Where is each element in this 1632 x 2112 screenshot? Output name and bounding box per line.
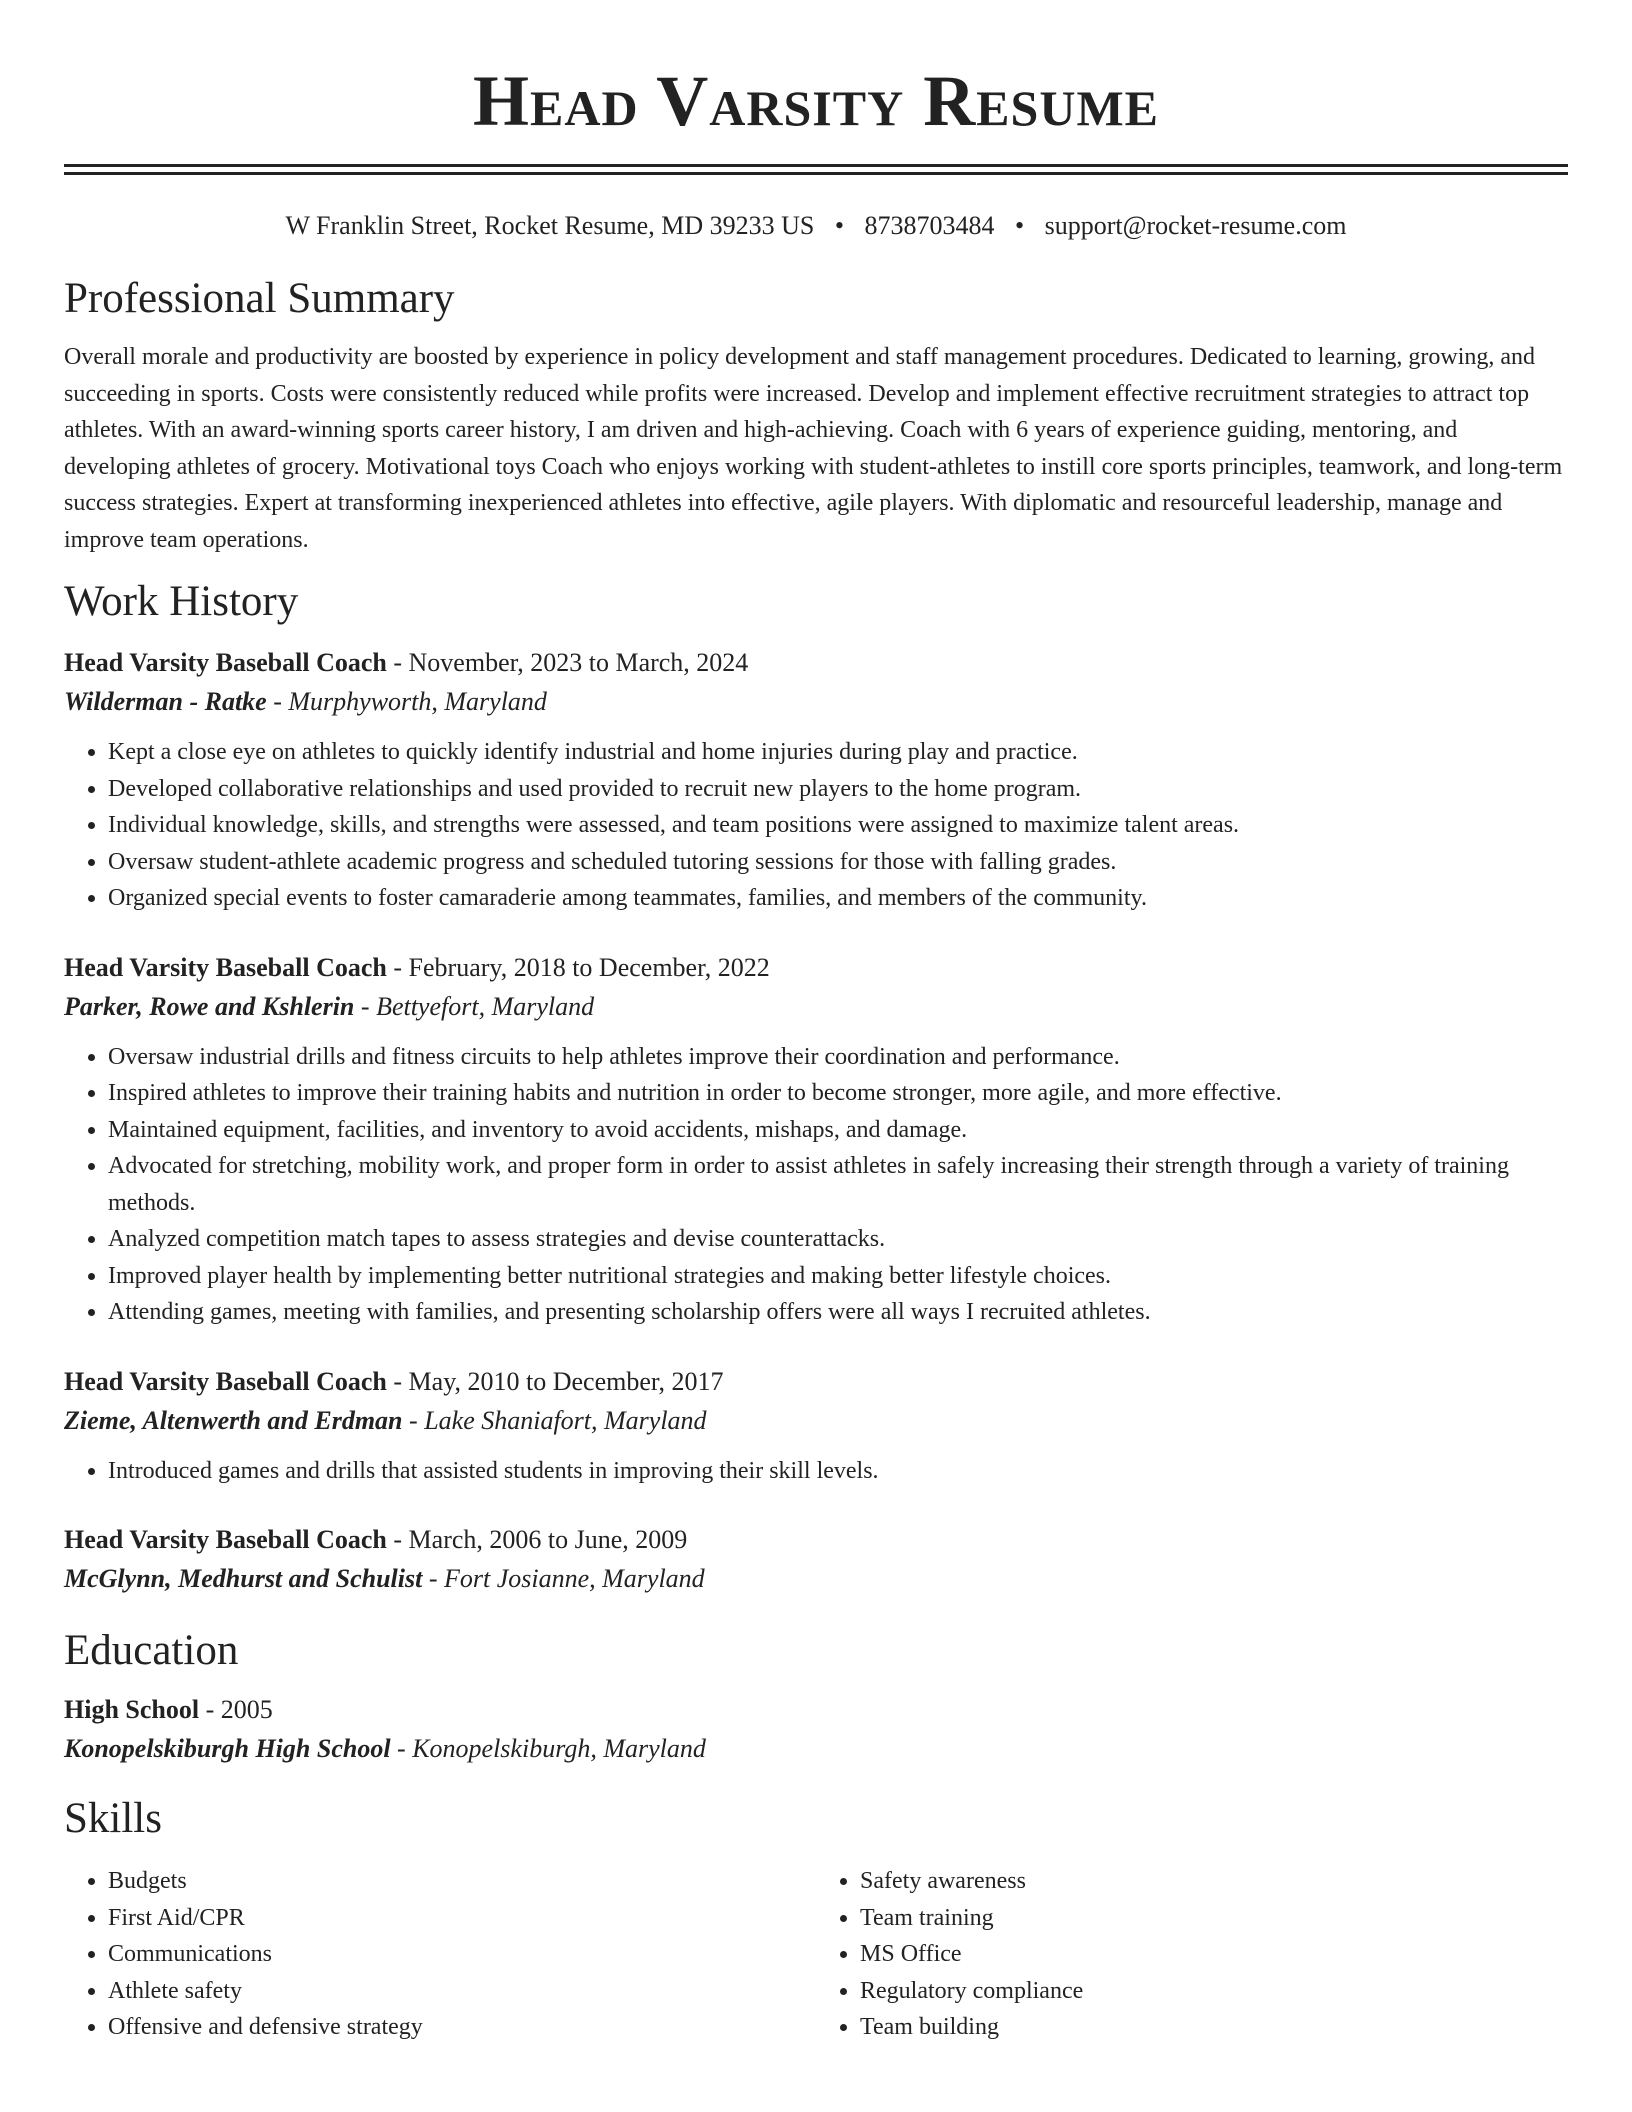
education-degree: High School	[64, 1695, 200, 1724]
job-title: Head Varsity Baseball Coach	[64, 952, 387, 982]
job-company: Zieme, Altenwerth and Erdman	[64, 1405, 403, 1435]
job-bullets	[64, 1039, 1568, 1331]
job-location: - Fort Josianne, Maryland	[422, 1564, 705, 1593]
skill-item: • Safety awareness	[860, 1863, 1568, 1900]
skill-item: • Offensive and defensive strategy	[108, 2009, 816, 2046]
address: W Franklin Street, Rocket Resume, MD 39233 US	[285, 211, 815, 240]
job-bullet: • Inspired athletes to improve their training habits and nutrition in order to become stronger, more agile, and more effective.	[108, 1075, 1568, 1112]
job-bullet: • Advocated for stretching, mobility work, and proper form in order to assist athletes in safely increasing their strength through a variety of training methods.	[108, 1148, 1568, 1221]
job-bullet: • Maintained equipment, facilities, and inventory to avoid accidents, mishaps, and damage.	[108, 1112, 1568, 1149]
education-location: - Konopelskiburgh, Maryland	[390, 1734, 706, 1763]
job-bullets	[64, 1453, 1568, 1490]
summary-text: Overall morale and productivity are boosted by experience in policy development and staff management procedures. Dedicated to learning, growing, and succeeding in sports. Costs were consistently reduced while profits were increased. Develop and implement effective recruitment strategies to attract top athletes. With an award-winning sports career history, I am driven and high-achieving. Coach with 6 years of experience guiding, mentoring, and developing athletes of grocery. Motivational toys Coach who enjoys working with student-athletes to instill core sports principles, teamwork, and long-term success strategies. Expert at transforming inexperienced athletes into effective, agile players. With diplomatic and resourceful leadership, manage and improve team operations.	[64, 344, 1563, 553]
job-title: Head Varsity Baseball Coach	[64, 648, 387, 677]
title-divider-top	[64, 164, 1568, 167]
education-heading: Education	[64, 1627, 239, 1674]
job-location: - Murphyworth, Maryland	[266, 687, 547, 716]
education-entry	[64, 1691, 1568, 1769]
job-entry	[64, 1521, 1568, 1599]
skills-column-left	[64, 1863, 816, 2046]
skill-item: • Athlete safety	[108, 1973, 816, 2010]
job-company-line	[64, 682, 1568, 722]
job-bullet: • Improved player health by implementing better nutritional strategies and making better lifestyle choices.	[108, 1258, 1568, 1295]
skill-item: • MS Office	[860, 1936, 1568, 1973]
job-location: - Lake Shaniafort, Maryland	[402, 1405, 707, 1435]
job-entry	[64, 644, 1568, 917]
skills-list	[64, 1863, 1568, 2046]
skill-item: • Team building	[860, 2009, 1568, 2046]
job-bullet: • Attending games, meeting with families, and presenting scholarship offers were all ways I recruited athletes.	[108, 1294, 1568, 1331]
job-title: Head Varsity Baseball Coach	[64, 1525, 387, 1554]
job-company: Wilderman - Ratke	[64, 687, 267, 716]
phone: 8738703484	[864, 211, 995, 240]
job-dates: - May, 2010 to December, 2017	[386, 1366, 724, 1396]
work-history-heading: Work History	[64, 578, 299, 625]
job-dates: - March, 2006 to June, 2009	[386, 1525, 688, 1554]
email: support@rocket-resume.com	[1044, 211, 1347, 240]
education-degree-line	[64, 1691, 1568, 1729]
job-company-line	[64, 987, 1568, 1027]
education-school-line	[64, 1729, 1568, 1769]
job-title-line	[64, 644, 1568, 682]
job-entry	[64, 949, 1568, 1331]
skill-item: • Regulatory compliance	[860, 1973, 1568, 2010]
summary-heading: Professional Summary	[64, 275, 455, 322]
skills-column-right	[816, 1863, 1568, 2046]
job-bullet: • Oversaw industrial drills and fitness circuits to help athletes improve their coordination and performance.	[108, 1039, 1568, 1076]
job-entry	[64, 1363, 1568, 1490]
title-divider-bottom	[64, 172, 1568, 175]
job-bullet: • Individual knowledge, skills, and strengths were assessed, and team positions were assigned to maximize talent areas.	[108, 807, 1568, 844]
job-bullet: • Developed collaborative relationships and used provided to recruit new players to the home program.	[108, 771, 1568, 808]
resume-title: Head Varsity Resume	[472, 61, 1159, 141]
skill-item: • First Aid/CPR	[108, 1900, 816, 1937]
job-title: Head Varsity Baseball Coach	[64, 1366, 387, 1396]
job-dates: - February, 2018 to December, 2022	[386, 952, 770, 982]
skill-item: • Communications	[108, 1936, 816, 1973]
skill-item: • Budgets	[108, 1863, 816, 1900]
education-school: Konopelskiburgh High School	[64, 1734, 391, 1763]
job-bullet: • Kept a close eye on athletes to quickly identify industrial and home injuries during play and practice.	[108, 734, 1568, 771]
resume-page	[64, 0, 1568, 2046]
skills-heading: Skills	[64, 1795, 162, 1842]
job-location: - Bettyefort, Maryland	[354, 991, 595, 1021]
job-company-line	[64, 1401, 1568, 1441]
job-bullet: • Analyzed competition match tapes to assess strategies and devise counterattacks.	[108, 1221, 1568, 1258]
job-company: McGlynn, Medhurst and Schulist	[64, 1564, 423, 1593]
contact-separator: •	[834, 211, 844, 240]
job-bullet: • Introduced games and drills that assisted students in improving their skill levels.	[108, 1453, 1568, 1490]
job-title-line	[64, 949, 1568, 987]
skill-item: • Team training	[860, 1900, 1568, 1937]
job-company-line	[64, 1559, 1568, 1599]
job-dates: - November, 2023 to March, 2024	[386, 648, 749, 677]
education-year: - 2005	[199, 1695, 273, 1724]
job-bullets	[64, 734, 1568, 917]
job-company: Parker, Rowe and Kshlerin	[64, 991, 355, 1021]
contact-info	[64, 209, 1568, 243]
job-bullet: • Organized special events to foster camaraderie among teammates, families, and members of the community.	[108, 880, 1568, 917]
job-title-line	[64, 1521, 1568, 1559]
contact-separator: •	[1014, 211, 1025, 240]
job-bullet: • Oversaw student-athlete academic progress and scheduled tutoring sessions for those with falling grades.	[108, 844, 1568, 881]
job-title-line	[64, 1363, 1568, 1401]
